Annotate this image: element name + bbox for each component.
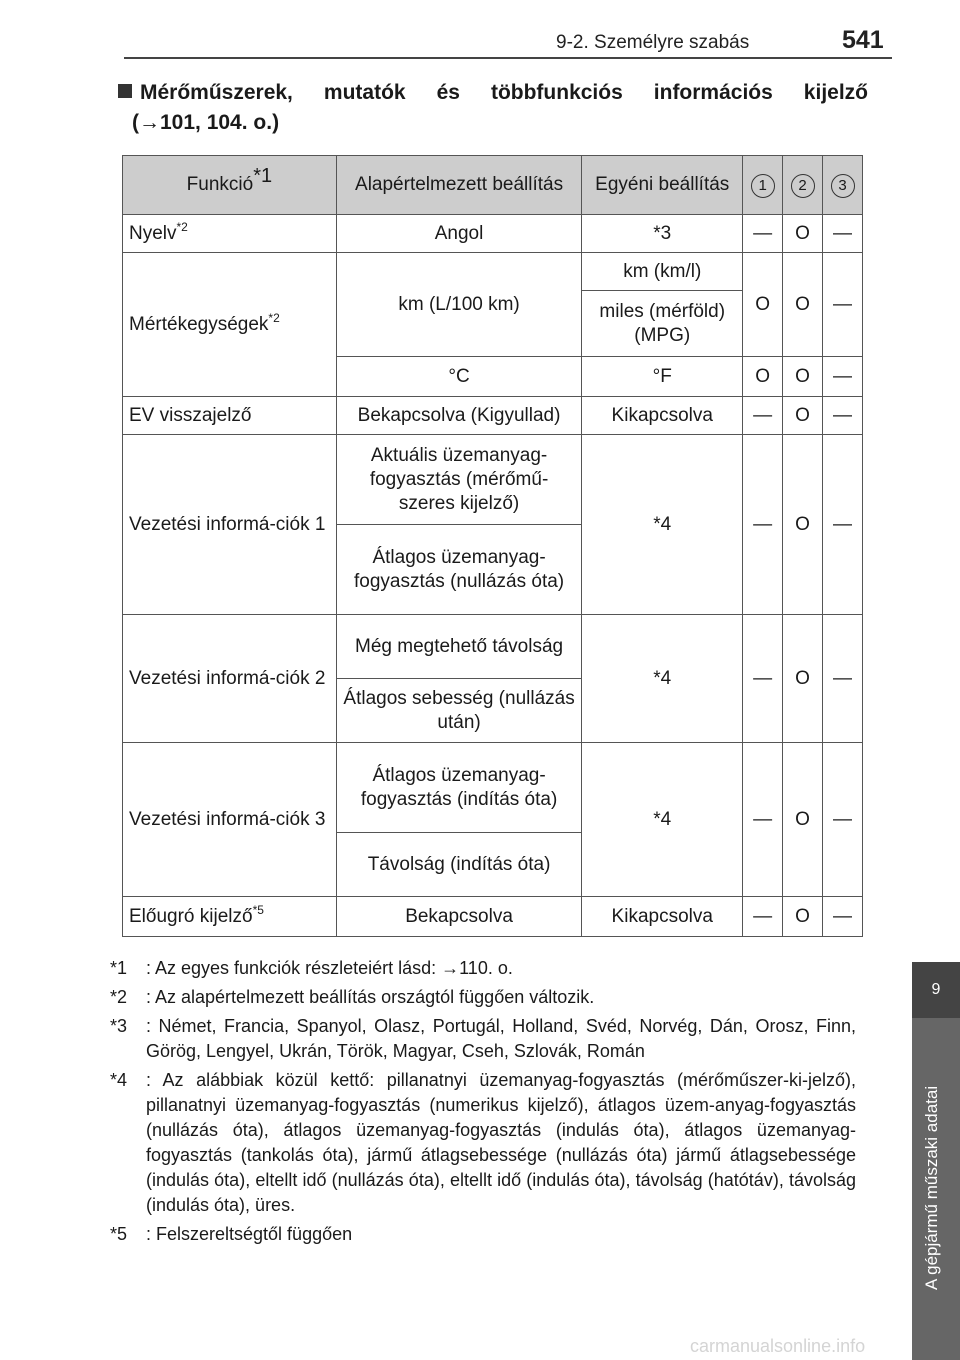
table-row <box>123 615 863 679</box>
header-default: Alapértelmezett beállítás <box>336 156 582 215</box>
table-row <box>123 743 863 833</box>
header-custom: Egyéni beállítás <box>582 156 743 215</box>
mark-1: — <box>743 435 783 615</box>
mark-2: O <box>783 897 823 937</box>
row-label: Előugró kijelző$^{*5}$ <box>123 897 337 937</box>
mark-3: — <box>823 215 863 253</box>
custom-value: Kikapcsolva <box>582 397 743 435</box>
heading-line-2: (→101, 104. o.) <box>132 111 280 134</box>
footnotes <box>110 956 856 1251</box>
custom-value: *4 <box>582 435 743 615</box>
footnote-text: : Német, Francia, Spanyol, Olasz, Portugál, Holland, Svéd, Norvég, Dán, Orosz, Finn, Görög, Lengyel, Ukrán, Török, Magyar, Cseh, Szlovák, Román <box>146 1016 856 1061</box>
circled-number-icon: 2 <box>791 174 815 198</box>
header-col-3 <box>823 156 863 215</box>
footnote-text: : Az alapértelmezett beállítás országtól függően változik. <box>146 987 595 1007</box>
mark-2: O <box>783 435 823 615</box>
chapter-tab-number: 9 <box>912 962 960 1018</box>
chapter-tab-label: A gépjármű műszaki adatai <box>922 1085 941 1290</box>
custom-value: °F <box>582 357 743 397</box>
default-value: Átlagos sebesség (nullázás után) <box>336 679 582 743</box>
mark-1: — <box>743 615 783 743</box>
settings-table <box>122 155 863 937</box>
footnote-text: : Felszereltségtől függően <box>146 1224 353 1244</box>
custom-value: *4 <box>582 743 743 897</box>
default-value: Angol <box>336 215 582 253</box>
square-bullet-icon <box>118 84 132 98</box>
page-number: 541 <box>842 26 884 54</box>
heading <box>118 78 868 138</box>
table-row <box>123 897 863 937</box>
mark-3: — <box>823 897 863 937</box>
mark-2: O <box>783 397 823 435</box>
footnote <box>110 956 856 981</box>
mark-2: O <box>783 743 823 897</box>
default-value: Távolság (indítás óta) <box>336 833 582 897</box>
mark-3: — <box>823 435 863 615</box>
mark-1: — <box>743 743 783 897</box>
row-label: EV visszajelző <box>123 397 337 435</box>
mark-2: O <box>783 215 823 253</box>
heading-line-1: Mérőműszerek, mutatók és többfunkciós információs kijelző <box>140 81 868 104</box>
mark-1: — <box>743 215 783 253</box>
row-label: Vezetési informá-ciók 2 <box>123 615 337 743</box>
header-col-2 <box>783 156 823 215</box>
default-value: Átlagos üzemanyag-fogyasztás (nullázás óta) <box>336 525 582 615</box>
mark-3: — <box>823 397 863 435</box>
custom-value: miles (mérföld) (MPG) <box>582 291 743 357</box>
table-row <box>123 435 863 525</box>
mark-1: — <box>743 897 783 937</box>
circled-number-icon: 3 <box>831 174 855 198</box>
mark-1: O <box>743 253 783 357</box>
circled-number-icon: 1 <box>751 174 775 198</box>
footnote <box>110 1068 856 1218</box>
footnote-mark: *3 <box>110 1016 128 1036</box>
footnote <box>110 1222 856 1247</box>
default-value: km (L/100 km) <box>336 253 582 357</box>
mark-2: O <box>783 357 823 397</box>
row-label: Mértékegységek$^{*2}$ <box>123 253 337 397</box>
default-value: Még megtehető távolság <box>336 615 582 679</box>
header-function: Funkció$^{*1}$ <box>123 156 337 215</box>
default-value: Bekapcsolva (Kigyullad) <box>336 397 582 435</box>
default-value: °C <box>336 357 582 397</box>
footnote-mark: *5 <box>110 1224 128 1244</box>
mark-3: — <box>823 357 863 397</box>
footnote-mark: *4 <box>110 1070 128 1090</box>
footnote <box>110 1014 856 1064</box>
footnote-mark: *1 <box>110 958 128 978</box>
default-value: Aktuális üzemanyag-fogyasztás (mérőmű-szeres kijelző) <box>336 435 582 525</box>
row-label: Vezetési informá-ciók 3 <box>123 743 337 897</box>
footnote-mark: *2 <box>110 987 128 1007</box>
table-header-row <box>123 156 863 215</box>
section-title: 9-2. Személyre szabás <box>556 32 750 53</box>
table-row <box>123 253 863 291</box>
watermark: carmanualsonline.info <box>690 1336 866 1356</box>
footnote <box>110 985 856 1010</box>
table-row <box>123 397 863 435</box>
footnote-text: : Az alábbiak közül kettő: pillanatnyi üzemanyag-fogyasztás (mérőműszer-ki-jelző), pillanatnyi üzemanyag-fogyasztás (numerikus kijelző), átlagos üzem-anyag-fogyasztás (nullázás óta), átlagos üzemanyag-fogyasztás (indulás óta), átlagos üzemanyag-fogyasztás (tankolás óta), jármű átlagsebessége (nullázás óta) jármű átlagsebessége (indulás óta), eltellt idő (nullázás óta), eltellt idő (indulás óta), távolság (hatótáv), távolság (indulás óta), üres. <box>146 1070 856 1215</box>
custom-value: *3 <box>582 215 743 253</box>
default-value: Bekapcsolva <box>336 897 582 937</box>
custom-value: Kikapcsolva <box>582 897 743 937</box>
header-rule <box>124 57 892 59</box>
mark-1: — <box>743 397 783 435</box>
mark-3: — <box>823 253 863 357</box>
header-col-1 <box>743 156 783 215</box>
mark-1: O <box>743 357 783 397</box>
mark-2: O <box>783 253 823 357</box>
table-row <box>123 215 863 253</box>
mark-3: — <box>823 615 863 743</box>
mark-2: O <box>783 615 823 743</box>
custom-value: km (km/l) <box>582 253 743 291</box>
row-label: Nyelv$^{*2}$ <box>123 215 337 253</box>
mark-3: — <box>823 743 863 897</box>
custom-value: *4 <box>582 615 743 743</box>
footnote-text: : Az egyes funkciók részleteiért lásd: →110. o. <box>146 958 513 978</box>
row-label: Vezetési informá-ciók 1 <box>123 435 337 615</box>
default-value: Átlagos üzemanyag-fogyasztás (indítás óta) <box>336 743 582 833</box>
